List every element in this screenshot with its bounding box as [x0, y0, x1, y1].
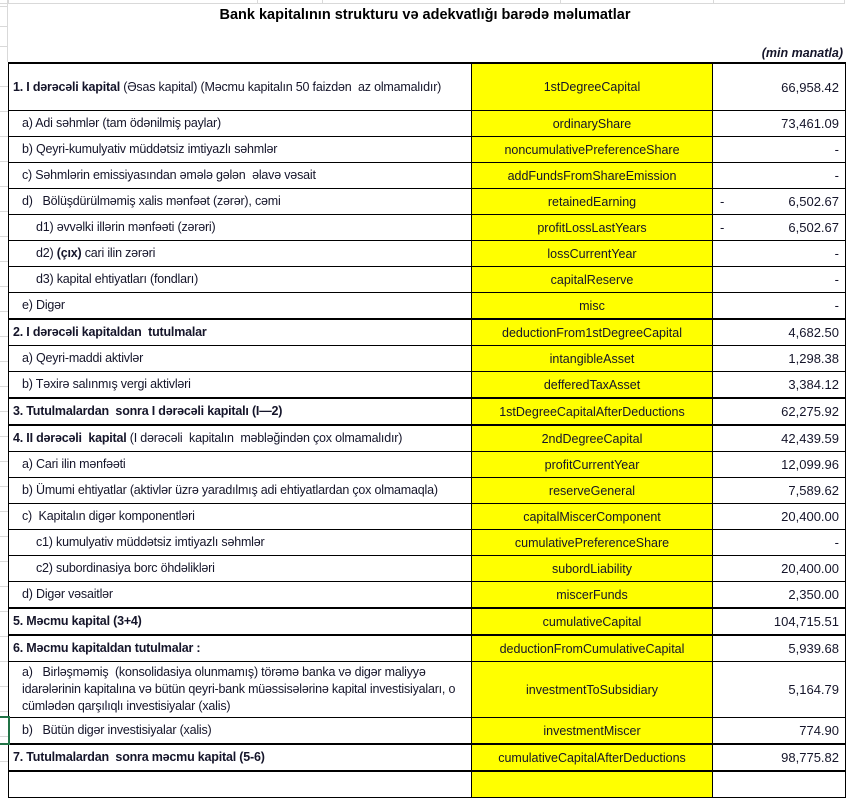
row-code-cell[interactable] — [472, 636, 713, 661]
row-label-text: 7. Tutulmalardan sonra məcmu kapital (5-6) — [13, 750, 265, 764]
row-code-cell[interactable] — [472, 320, 713, 345]
row-value-text: 5,939.68 — [788, 641, 839, 656]
row-label-cell[interactable] — [9, 215, 472, 240]
table-row — [9, 634, 845, 661]
minus-sign: - — [720, 194, 725, 209]
row-value-cell[interactable] — [713, 609, 845, 634]
row-label-text: 3. Tutulmalardan sonra I dərəcəli kapitalı (I—2) — [13, 404, 283, 418]
table-row — [9, 503, 845, 529]
row-value-cell[interactable] — [713, 582, 845, 607]
row-code-cell[interactable] — [472, 399, 713, 424]
row-label-cell[interactable] — [9, 504, 472, 529]
table-row — [9, 64, 845, 110]
row-label — [13, 403, 282, 420]
table-row — [9, 371, 845, 397]
row-code-text: deductionFromCumulativeCapital — [499, 641, 685, 656]
grid-tick — [257, 0, 258, 4]
row-code-cell[interactable] — [472, 478, 713, 503]
grid-tick — [322, 0, 323, 4]
row-label — [36, 534, 264, 551]
row-label-text: a) Qeyri-maddi aktivlər — [22, 351, 144, 365]
row-label-cell[interactable] — [9, 293, 472, 318]
table-row — [9, 581, 845, 607]
row-label-text: c) Səhmlərin emissiyasından əmələ gələn əlavə vəsait — [22, 168, 316, 182]
row-label-cell[interactable] — [9, 745, 472, 770]
row-label-text: 6. Məcmu kapitaldan tutulmalar : — [13, 641, 201, 655]
row-label-cell[interactable] — [9, 346, 472, 371]
row-value-text: - — [834, 272, 839, 287]
row-label-text: b) Bütün digər investisiyalar (xalis) — [22, 723, 212, 737]
row-label-text: 5. Məcmu kapital (3+4) — [13, 614, 142, 628]
row-value-text: - — [834, 142, 839, 157]
row-label-text: c) Kapitalın digər komponentləri — [22, 509, 195, 523]
row-label-text: b) Qeyri-kumulyativ müddətsiz imtiyazlı səhmlər — [22, 142, 278, 156]
minus-sign: - — [720, 220, 725, 235]
row-code-cell[interactable] — [472, 452, 713, 477]
row-value-text: - — [834, 168, 839, 183]
row-code-text: intangibleAsset — [549, 351, 635, 366]
row-value-text: 62,275.92 — [781, 404, 839, 419]
row-code-cell[interactable] — [472, 64, 713, 110]
table-row — [9, 266, 845, 292]
row-value-text: 66,958.42 — [781, 79, 839, 95]
row-label-cell[interactable] — [9, 582, 472, 607]
row-value-text: 7,589.62 — [788, 483, 839, 498]
row-label — [22, 193, 281, 210]
row-value-text: 3,384.12 — [788, 377, 839, 392]
row-code-text: lossCurrentYear — [547, 246, 637, 261]
row-code-cell[interactable] — [472, 111, 713, 136]
left-strip-gridline — [0, 26, 8, 27]
row-value-cell[interactable] — [713, 452, 845, 477]
table-row — [9, 188, 845, 214]
row-value-cell[interactable] — [713, 293, 845, 318]
row-label-text: (I dərəcəli kapitalın məbləğindən çox olmamalıdır) — [126, 431, 403, 445]
row-value-cell[interactable] — [713, 111, 845, 136]
row-code-cell[interactable] — [472, 293, 713, 318]
sheet-title: Bank kapitalının strukturu və adekvatlığı barədə məlumatlar — [219, 7, 631, 23]
row-label — [22, 722, 212, 739]
row-code-cell[interactable] — [472, 189, 713, 214]
row-value-cell[interactable] — [713, 745, 845, 770]
row-code-text: capitalMiscerComponent — [523, 509, 661, 524]
row-code-cell[interactable] — [472, 346, 713, 371]
row-label-text: 1. I dərəcəli kapital — [13, 79, 120, 94]
row-label-cell[interactable] — [9, 372, 472, 397]
row-label — [22, 115, 221, 132]
row-value-cell[interactable] — [713, 772, 845, 797]
row-code-cell[interactable] — [472, 163, 713, 188]
row-label-cell[interactable] — [9, 772, 472, 797]
row-code-text: profitCurrentYear — [544, 457, 640, 472]
row-label — [22, 664, 467, 715]
row-code-cell[interactable] — [472, 137, 713, 162]
top-gridline — [0, 3, 845, 4]
table-row — [9, 555, 845, 581]
row-label-cell[interactable] — [9, 452, 472, 477]
table-row — [9, 397, 845, 424]
row-label — [22, 141, 277, 158]
row-value-cell[interactable] — [713, 320, 845, 345]
row-code-text: profitLossLastYears — [537, 220, 647, 235]
row-label-cell[interactable] — [9, 399, 472, 424]
row-label-cell[interactable] — [9, 111, 472, 136]
row-value-cell[interactable] — [713, 372, 845, 397]
row-label-text: (Əsas kapital) (Məcmu kapitalın 50 faizdən az olmamalıdır) — [119, 79, 442, 94]
row-value-cell[interactable] — [713, 137, 845, 162]
row-label-text: d) Digər vəsaitlər — [22, 587, 113, 601]
row-label-text: cari ilin zərəri — [81, 246, 156, 260]
row-value-cell[interactable] — [713, 556, 845, 581]
row-label — [13, 430, 402, 447]
row-value-cell[interactable] — [713, 189, 845, 214]
capital-table — [8, 62, 846, 798]
row-label — [22, 586, 113, 603]
row-value-cell[interactable] — [713, 241, 845, 266]
row-code-cell[interactable] — [472, 530, 713, 555]
table-row — [9, 424, 845, 451]
row-value-cell[interactable] — [713, 399, 845, 424]
row-label-text: a) Birləşməmiş (konsolidasiya olunmamış) törəmə banka və digər maliyyə idarələrinin kapitalına və bütün qeyri-bank müəssisələrinə kapital investisiyaları, o cümlədən qarşılıqlı investisiyalar (xalis) — [22, 665, 459, 713]
row-code-text: addFundsFromShareEmission — [507, 168, 677, 183]
row-code-cell[interactable] — [472, 718, 713, 743]
row-label-cell[interactable] — [9, 64, 472, 110]
row-value-text: 4,682.50 — [788, 325, 839, 340]
grid-tick — [713, 0, 714, 4]
table-row — [9, 477, 845, 503]
row-label-cell[interactable] — [9, 137, 472, 162]
row-label-text: d2) — [36, 246, 57, 260]
row-value-text: 6,502.67 — [788, 194, 839, 209]
row-code-text: defferedTaxAsset — [543, 377, 641, 392]
table-row — [9, 451, 845, 477]
row-label-cell[interactable] — [9, 662, 472, 717]
row-code-cell[interactable] — [472, 582, 713, 607]
row-code-cell[interactable] — [472, 504, 713, 529]
row-code-text: reserveGeneral — [548, 483, 636, 498]
left-strip-gridline — [0, 46, 8, 47]
row-label-cell[interactable] — [9, 267, 472, 292]
row-value-text: - — [834, 535, 839, 550]
row-code-text: ordinaryShare — [552, 116, 632, 131]
row-label-cell[interactable] — [9, 636, 472, 661]
row-label-text: c2) subordinasiya borc öhdəlikləri — [36, 561, 215, 575]
row-code-cell[interactable] — [472, 372, 713, 397]
row-code-cell[interactable] — [472, 241, 713, 266]
row-value-cell[interactable] — [713, 215, 845, 240]
row-code-text: 1stDegreeCapital — [543, 80, 641, 94]
row-label-cell[interactable] — [9, 189, 472, 214]
row-value-cell[interactable] — [713, 346, 845, 371]
row-value-cell[interactable] — [713, 504, 845, 529]
table-row — [9, 529, 845, 555]
row-code-text: miscerFunds — [556, 587, 628, 602]
table-row — [9, 162, 845, 188]
row-value-text: - — [834, 298, 839, 313]
row-label — [22, 456, 125, 473]
row-label — [22, 350, 143, 367]
row-code-text: deductionFrom1stDegreeCapital — [502, 325, 682, 340]
row-label-text: 2. I dərəcəli kapitaldan tutulmalar — [13, 325, 207, 339]
row-value-text: 98,775.82 — [781, 750, 839, 765]
table-row — [9, 292, 845, 318]
row-label-text: a) Cari ilin mənfəəti — [22, 457, 126, 471]
row-value-cell[interactable] — [713, 267, 845, 292]
row-label-cell[interactable] — [9, 241, 472, 266]
grid-tick — [844, 0, 845, 4]
row-code-text: cumulativeCapital — [542, 614, 642, 629]
row-code-text: investmentToSubsidiary — [525, 682, 658, 697]
row-label-text: b) Təxirə salınmış vergi aktivləri — [22, 377, 191, 391]
row-label-text: c1) kumulyativ müddətsiz imtiyazlı səhmlər — [36, 535, 265, 549]
row-label — [22, 508, 195, 525]
row-code-text: capitalReserve — [550, 272, 634, 287]
row-code-text: misc — [579, 298, 605, 313]
row-label — [36, 219, 215, 236]
row-value-text: 42,439.59 — [781, 431, 839, 446]
row-label — [13, 640, 200, 657]
row-code-text: subordLiability — [552, 561, 632, 576]
row-value-text: - — [834, 246, 839, 261]
row-value-text: 1,298.38 — [788, 351, 839, 366]
table-row — [9, 717, 845, 743]
row-value-text: 104,715.51 — [773, 614, 839, 629]
table-row — [9, 318, 845, 345]
row-value-text: 6,502.67 — [788, 220, 839, 235]
row-code-text: 2ndDegreeCapital — [541, 431, 643, 446]
row-code-cell[interactable] — [472, 609, 713, 634]
row-value-text: 20,400.00 — [781, 561, 839, 576]
row-code-cell[interactable] — [472, 662, 713, 717]
row-code-cell[interactable] — [472, 215, 713, 240]
row-label-text: a) Adi səhmlər (tam ödənilmiş paylar) — [22, 116, 221, 130]
row-code-cell[interactable] — [472, 556, 713, 581]
row-label — [36, 245, 155, 262]
row-label-text: d1) əvvəlki illərin mənfəəti (zərəri) — [36, 220, 216, 234]
row-label — [36, 560, 215, 577]
row-label — [13, 79, 441, 96]
row-code-text: investmentMiscer — [543, 723, 641, 738]
row-value-cell[interactable] — [713, 163, 845, 188]
grid-tick — [560, 0, 561, 4]
unit-note: (min manatla) — [761, 46, 843, 60]
row-value-cell[interactable] — [713, 718, 845, 743]
table-row — [9, 214, 845, 240]
row-label-text: d3) kapital ehtiyatları (fondları) — [36, 272, 199, 286]
table-row — [9, 345, 845, 371]
row-label-cell[interactable] — [9, 530, 472, 555]
row-label — [22, 167, 316, 184]
row-code-text: cumulativePreferenceShare — [514, 535, 670, 550]
row-label-text: 4. II dərəcəli kapital — [13, 431, 127, 445]
row-value-text: 774.90 — [799, 723, 839, 738]
grid-tick — [8, 0, 9, 4]
row-label-text: e) Digər — [22, 298, 65, 312]
row-label — [22, 297, 65, 314]
row-label-cell[interactable] — [9, 426, 472, 451]
row-value-cell[interactable] — [713, 530, 845, 555]
row-label-cell[interactable] — [9, 163, 472, 188]
row-label-text: b) Ümumi ehtiyatlar (aktivlər üzrə yaradılmış adi ehtiyatlardan çox olmamaqla) — [22, 483, 438, 497]
row-code-text: 1stDegreeCapitalAfterDeductions — [499, 404, 685, 419]
row-label-cell[interactable] — [9, 320, 472, 345]
row-label-cell[interactable] — [9, 609, 472, 634]
row-label-cell[interactable] — [9, 718, 472, 743]
table-row — [9, 661, 845, 717]
row-code-cell[interactable] — [472, 745, 713, 770]
row-code-cell[interactable] — [472, 772, 713, 797]
table-row — [9, 110, 845, 136]
row-value-text: 73,461.09 — [781, 116, 839, 131]
left-strip-gridlines — [0, 62, 8, 766]
row-code-cell[interactable] — [472, 267, 713, 292]
row-value-text: 20,400.00 — [781, 509, 839, 524]
row-code-text: cumulativeCapitalAfterDeductions — [498, 750, 686, 765]
table-row — [9, 136, 845, 162]
row-code-text: noncumulativePreferenceShare — [504, 142, 680, 157]
table-row — [9, 770, 845, 797]
row-value-text: 2,350.00 — [788, 587, 839, 602]
row-label — [13, 324, 207, 341]
row-value-text: 12,099.96 — [781, 457, 839, 472]
row-label — [36, 271, 198, 288]
row-value-cell[interactable] — [713, 64, 845, 110]
row-code-cell[interactable] — [472, 426, 713, 451]
row-label-cell[interactable] — [9, 556, 472, 581]
row-value-cell[interactable] — [713, 478, 845, 503]
table-row — [9, 607, 845, 634]
row-label — [22, 482, 438, 499]
row-label-text: (çıx) — [56, 246, 82, 260]
table-row — [9, 240, 845, 266]
row-value-cell[interactable] — [713, 426, 845, 451]
row-label-text: d) Bölüşdürülməmiş xalis mənfəət (zərər), cəmi — [22, 194, 281, 208]
row-value-cell[interactable] — [713, 662, 845, 717]
row-code-text: retainedEarning — [547, 194, 637, 209]
row-label-cell[interactable] — [9, 478, 472, 503]
row-label — [22, 376, 191, 393]
row-label — [13, 613, 142, 630]
row-value-text: 5,164.79 — [788, 682, 839, 697]
row-label — [13, 749, 265, 766]
row-value-cell[interactable] — [713, 636, 845, 661]
